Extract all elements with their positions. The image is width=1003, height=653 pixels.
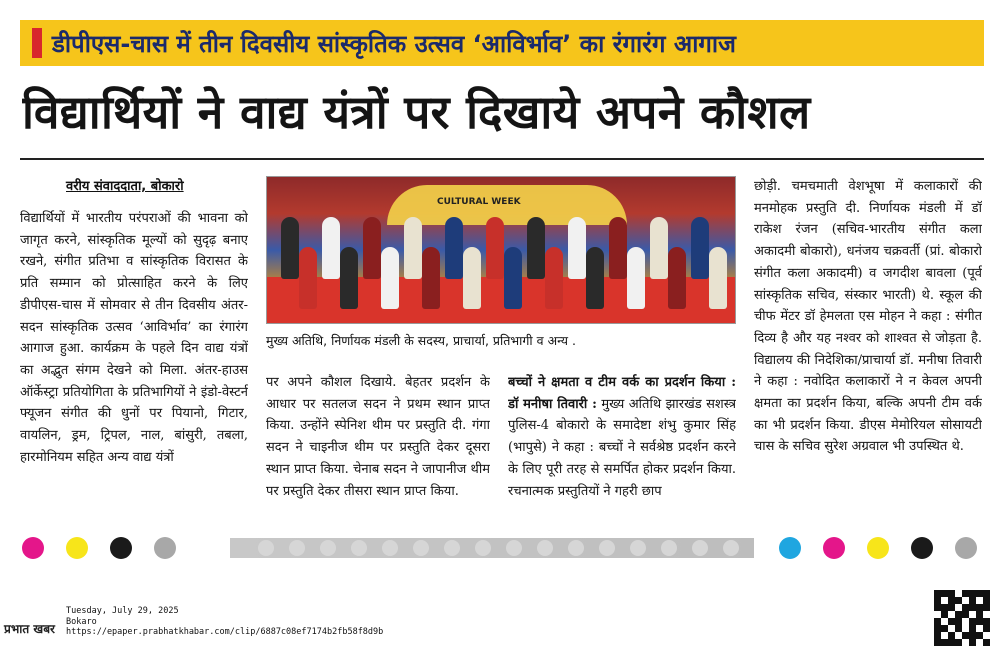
photo-figure bbox=[463, 247, 481, 309]
article-column-2 bbox=[266, 372, 490, 528]
qr-module bbox=[969, 625, 976, 632]
paragraph-text: मुख्य अतिथि झारखंड सशस्त्र पुलिस-4 बोकारो के समादेष्टा शंभु कुमार सिंह (भापुसे) ने कहा : बच्चों ने सर्वश्रेष्ठ प्रदर्शन करने के लिए पूरी तरह से समर्पित होकर प्रदर्शन किया. रचनात्मक प्रस्तुतियों ने गहरी छाप bbox=[508, 396, 736, 499]
clip-city: Bokaro bbox=[66, 616, 97, 627]
qr-module bbox=[976, 625, 983, 632]
print-gray-bar bbox=[230, 538, 754, 558]
qr-module bbox=[962, 625, 969, 632]
clip-url[interactable]: https://epaper.prabhatkhabar.com/clip/6887c08ef7174b2fb58f8d9b bbox=[66, 627, 384, 637]
qr-module bbox=[948, 604, 955, 611]
qr-module bbox=[969, 604, 976, 611]
photo-figure bbox=[299, 247, 317, 309]
qr-module bbox=[962, 611, 969, 618]
photo-figure bbox=[668, 247, 686, 309]
gray-bar-circle bbox=[289, 540, 305, 556]
headline-rule bbox=[20, 158, 984, 160]
qr-module bbox=[948, 618, 955, 625]
kicker-mark bbox=[32, 28, 42, 58]
paragraph: छोड़ी. चमचमाती वेशभूषा में कलाकारों की मनमोहक प्रस्तुति दी. निर्णायक मंडली में डॉ राकेश रंजन (सचिव-भारतीय संगीत कला अकादमी बोकारो), धनंजय चक्रवर्ती (प्रां. बोकारो संगीत कला अकादमी) व जगदीश बावला (पूर्व सांस्कृतिक सचिव, संस्कार भारती) थे. स्कूल की चीफ मेंटर डॉ हेमलता एस मोहन ने कहा : संगीत दिव्य है और यह नश्वर को शाश्वत से जोड़ता है. विद्यालय की निदेशिका/प्राचार्या डॉ. मनीषा तिवारी ने कहा : नवोदित कलाकारों ने न केवल अपनी क्षमता का प्रदर्शन किया, बल्कि अपनी टीम वर्क का भी प्रदर्शन किया. डीएस मेमोरियल सोसायटी चास के सचिव सुरेश अग्रवाल भी उपस्थित थे. bbox=[754, 179, 982, 455]
headline: विद्यार्थियों ने वाद्य यंत्रों पर दिखाये अपने कौशल bbox=[22, 85, 811, 139]
qr-module bbox=[983, 590, 990, 597]
qr-module bbox=[962, 604, 969, 611]
publisher-logo: प्रभात खबर bbox=[4, 622, 55, 636]
photo-figure bbox=[445, 217, 463, 279]
qr-module bbox=[941, 618, 948, 625]
photo-figure bbox=[281, 217, 299, 279]
gray-bar-circle bbox=[475, 540, 491, 556]
gray-bar-circle bbox=[537, 540, 553, 556]
qr-module bbox=[976, 632, 983, 639]
qr-module bbox=[934, 632, 941, 639]
qr-module bbox=[969, 590, 976, 597]
qr-module bbox=[934, 597, 941, 604]
gray-bar-circle bbox=[351, 540, 367, 556]
kicker-bar bbox=[20, 20, 984, 66]
clip-meta bbox=[66, 606, 383, 638]
qr-module bbox=[955, 604, 962, 611]
qr-module bbox=[962, 597, 969, 604]
subheading: बच्चों ने क्षमता व टीम वर्क का प्रदर्शन किया : डॉ मनीषा तिवारी : bbox=[508, 375, 736, 412]
photo-figure bbox=[363, 217, 381, 279]
qr-module bbox=[934, 590, 941, 597]
photo-figure bbox=[627, 247, 645, 309]
photo-figure bbox=[609, 217, 627, 279]
qr-module bbox=[969, 611, 976, 618]
article-column-1 bbox=[20, 208, 248, 528]
registration-dot bbox=[22, 537, 44, 559]
registration-dot bbox=[154, 537, 176, 559]
registration-dot bbox=[66, 537, 88, 559]
photo-figure bbox=[545, 247, 563, 309]
registration-dot bbox=[110, 537, 132, 559]
gray-bar-circle bbox=[506, 540, 522, 556]
clip-date: Tuesday, July 29, 2025 bbox=[66, 606, 179, 616]
qr-module bbox=[941, 625, 948, 632]
gray-bar-circle bbox=[444, 540, 460, 556]
qr-module bbox=[983, 639, 990, 646]
qr-module bbox=[955, 618, 962, 625]
qr-module bbox=[955, 639, 962, 646]
qr-module bbox=[934, 618, 941, 625]
photo-banner-text: CULTURAL WEEK bbox=[437, 197, 521, 207]
gray-bar-circle bbox=[723, 540, 739, 556]
photo-caption: मुख्य अतिथि, निर्णायक मंडली के सदस्य, प्राचार्या, प्रतिभागी व अन्य . bbox=[266, 333, 577, 348]
qr-module bbox=[983, 632, 990, 639]
gray-bar-circle bbox=[599, 540, 615, 556]
qr-module bbox=[976, 639, 983, 646]
gray-bar-circle bbox=[258, 540, 274, 556]
qr-module bbox=[962, 639, 969, 646]
registration-dot bbox=[911, 537, 933, 559]
photo-figure bbox=[340, 247, 358, 309]
gray-bar-circle bbox=[382, 540, 398, 556]
photo-figure bbox=[709, 247, 727, 309]
gray-bar-circle bbox=[568, 540, 584, 556]
photo-figure bbox=[691, 217, 709, 279]
event-photo bbox=[266, 176, 736, 324]
qr-module bbox=[955, 625, 962, 632]
qr-module bbox=[934, 604, 941, 611]
registration-dot bbox=[779, 537, 801, 559]
qr-module bbox=[969, 639, 976, 646]
qr-module bbox=[941, 604, 948, 611]
article-column-4 bbox=[754, 176, 982, 528]
photo-figure bbox=[504, 247, 522, 309]
qr-module bbox=[969, 618, 976, 625]
qr-module bbox=[948, 590, 955, 597]
gray-bar-circle bbox=[413, 540, 429, 556]
qr-module bbox=[983, 618, 990, 625]
qr-module bbox=[934, 639, 941, 646]
qr-module bbox=[941, 611, 948, 618]
qr-module bbox=[941, 590, 948, 597]
photo-figure bbox=[586, 247, 604, 309]
paragraph: विद्यार्थियों में भारतीय परंपराओं की भावना को जागृत करने, सांस्कृतिक मूल्यों को सुदृढ़ बनाए रखने, संगीत प्रतिभा व सांस्कृतिक विरासत के प्रति सम्मान को प्रोत्साहित करने के लिए डीपीएस-चास में सोमवार से तीन दिवसीय अंतर-सदन सांस्कृतिक उत्सव ‘आविर्भाव’ का रंगारंग आगाज हुआ. कार्यक्रम के पहले दिन वाद्य यंत्रों का अद्भुत संगम देखने को मिला. अंतर-हाउस ऑर्केस्ट्रा प्रतियोगिता के प्रतिभागियों ने इंडो-वेस्टर्न फ्यूजन संगीत की धुनों पर पियानो, गिटार, वायलिन, ड्रम, ट्रिपल, नाल, बांसुरी, तबला, हारमोनियम सहित अन्य वाद्य यंत्रों bbox=[20, 211, 248, 465]
qr-module bbox=[969, 632, 976, 639]
qr-module bbox=[934, 625, 941, 632]
qr-module bbox=[962, 618, 969, 625]
photo-figure bbox=[422, 247, 440, 309]
photo-figure bbox=[527, 217, 545, 279]
article-column-3 bbox=[508, 372, 736, 528]
qr-module bbox=[948, 632, 955, 639]
qr-module bbox=[962, 632, 969, 639]
qr-module bbox=[948, 639, 955, 646]
qr-module bbox=[983, 604, 990, 611]
qr-module bbox=[976, 597, 983, 604]
photo-figure bbox=[381, 247, 399, 309]
qr-module bbox=[983, 597, 990, 604]
paragraph: पर अपने कौशल दिखाये. बेहतर प्रदर्शन के आधार पर सतलज सदन ने प्रथम स्थान प्राप्त किया. उन्होंने स्पेनिश थीम पर प्रस्तुति दी. गंगा सदन ने चाइनीज थीम पर प्रस्तुति देकर दूसरा स्थान प्राप्त किया. चेनाब सदन ने जापानीज थीम पर प्रस्तुति देकर तीसरा स्थान प्राप्त किया. bbox=[266, 375, 490, 499]
qr-module bbox=[969, 597, 976, 604]
qr-module bbox=[976, 618, 983, 625]
qr-module bbox=[962, 590, 969, 597]
gray-bar-circle bbox=[661, 540, 677, 556]
photo-stage bbox=[267, 277, 736, 324]
photo-figure bbox=[486, 217, 504, 279]
qr-module bbox=[976, 611, 983, 618]
photo-figure bbox=[650, 217, 668, 279]
paragraph bbox=[508, 372, 736, 502]
gray-bar-circle bbox=[320, 540, 336, 556]
qr-module bbox=[983, 625, 990, 632]
qr-module bbox=[948, 625, 955, 632]
qr-module bbox=[955, 632, 962, 639]
qr-module bbox=[976, 604, 983, 611]
qr-module bbox=[934, 611, 941, 618]
registration-dot bbox=[867, 537, 889, 559]
qr-module bbox=[948, 597, 955, 604]
qr-module bbox=[941, 632, 948, 639]
registration-dot bbox=[955, 537, 977, 559]
photo-figure bbox=[404, 217, 422, 279]
byline: वरीय संवाददाता, बोकारो bbox=[66, 179, 184, 194]
qr-code bbox=[934, 590, 990, 646]
qr-module bbox=[941, 597, 948, 604]
qr-module bbox=[941, 639, 948, 646]
qr-module bbox=[983, 611, 990, 618]
qr-module bbox=[955, 597, 962, 604]
registration-dot bbox=[823, 537, 845, 559]
kicker-text: डीपीएस-चास में तीन दिवसीय सांस्कृतिक उत्सव ‘आविर्भाव’ का रंगारंग आगाज bbox=[52, 29, 736, 58]
photo-figure bbox=[568, 217, 586, 279]
gray-bar-circle bbox=[630, 540, 646, 556]
qr-module bbox=[948, 611, 955, 618]
photo-figure bbox=[322, 217, 340, 279]
gray-bar-circle bbox=[692, 540, 708, 556]
qr-module bbox=[976, 590, 983, 597]
qr-module bbox=[955, 611, 962, 618]
qr-module bbox=[955, 590, 962, 597]
